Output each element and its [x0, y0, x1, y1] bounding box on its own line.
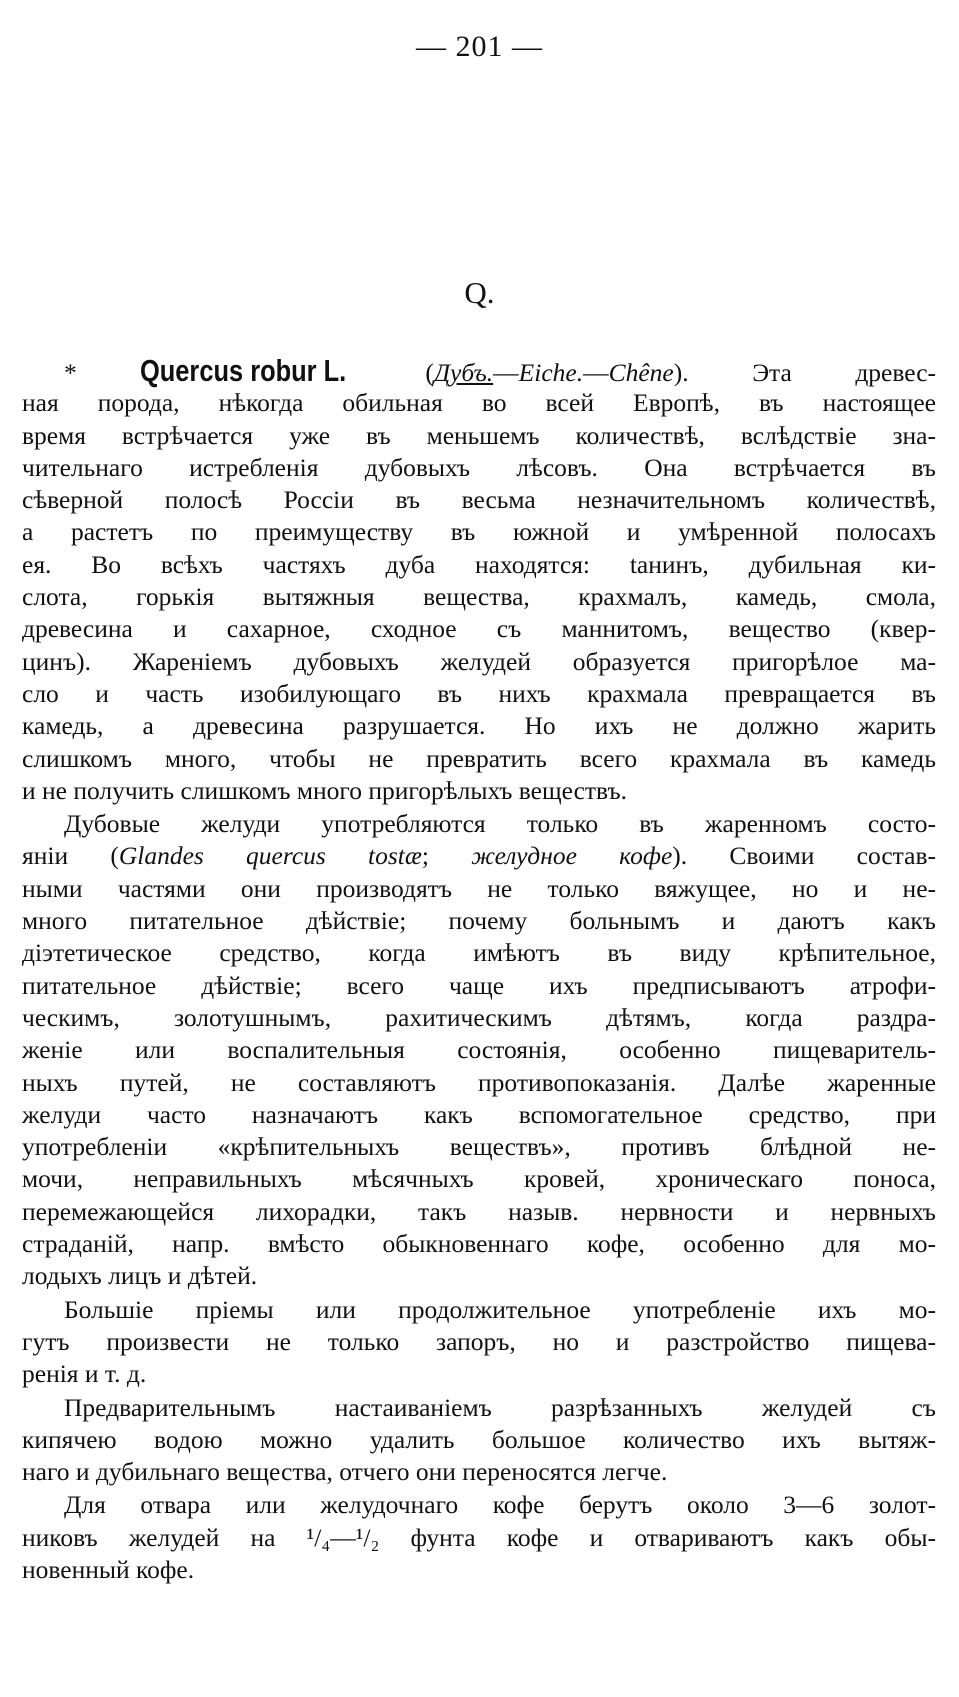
- text-line: женіе или воспалительныя состоянія, особенно пищеваритель-: [22, 1035, 936, 1065]
- heading-star: *: [64, 358, 77, 387]
- paragraph-1: [22, 355, 936, 807]
- paragraph-3: [22, 1294, 936, 1391]
- heading-line: [22, 355, 936, 387]
- heading-close-paren: ).: [673, 358, 689, 387]
- text-fragment: яніи (: [22, 841, 119, 871]
- paragraph-4: [22, 1392, 936, 1489]
- text-line: ными частями они производятъ не только вяжущее, но и не-: [22, 873, 936, 903]
- text-fragment: ;: [421, 841, 472, 871]
- text-line: слота, горькія вытяжныя вещества, крахмалъ, камедь, смола,: [22, 582, 936, 612]
- fraction: ¹/₄—¹/₂: [306, 1522, 380, 1552]
- text-line: чительнаго истребленія дубовыхъ лѣсовъ. Она встрѣчается въ: [22, 452, 936, 482]
- section-letter: Q.: [464, 275, 495, 310]
- latin-term: Glandes quercus tostæ: [118, 841, 422, 871]
- text-line: новенный кофе.: [22, 1554, 195, 1584]
- heading-french-name: Chêne: [608, 358, 674, 387]
- text-line: цинъ). Жареніемъ дубовыхъ желудей образуется пригорѣлое ма-: [22, 646, 936, 676]
- text-line: діэтетическое средство, когда имѣютъ въ виду крѣпительное,: [22, 938, 936, 968]
- text-line: перемежающейся лихорадки, такъ назыв. нервности и нервныхъ: [22, 1196, 936, 1226]
- article-body: [22, 355, 936, 1587]
- text-line: [22, 1522, 936, 1554]
- text-line: ческимъ, золотушнымъ, рахитическимъ дѣтямъ, когда раздра-: [22, 1002, 936, 1032]
- text-line: ренія и т. д.: [22, 1359, 147, 1389]
- text-line: Дубовые желуди употребляются только въ жаренномъ состо-: [64, 809, 936, 839]
- page-number: — 201 —: [416, 30, 543, 63]
- text-line: сло и часть изобилующаго въ нихъ крахмала превращается въ: [22, 678, 936, 708]
- text-line: слишкомъ много, чтобы не превратить всего крахмала въ камедь: [22, 743, 936, 773]
- heading-russian-name: Дубъ.: [433, 358, 494, 387]
- text-line: гутъ произвести не только запоръ, но и разстройство пищева-: [22, 1326, 936, 1356]
- text-line: Для отвара или желудочнаго кофе берутъ около 3—6 золот-: [64, 1490, 936, 1520]
- text-line: ныхъ путей, не составляютъ противопоказанія. Далѣе жаренные: [22, 1067, 936, 1097]
- heading-dash-1: —: [493, 358, 519, 387]
- text-line: сѣверной полосѣ Россіи въ весьма незначительномъ количествѣ,: [22, 485, 936, 515]
- text-line: лодыхъ лицъ и дѣтей.: [22, 1261, 258, 1291]
- text-line: камедь, а древесина разрушается. Но ихъ не должно жарить: [22, 711, 936, 741]
- heading-open-paren: (: [425, 358, 434, 387]
- text-line: Большіе пріемы или продолжительное употребленіе ихъ мо-: [64, 1294, 936, 1324]
- heading-german-name: Eiche.: [518, 358, 584, 387]
- text-line: много питательное дѣйствіе; почему больнымъ и даютъ какъ: [22, 906, 936, 936]
- paragraph-2: [22, 808, 936, 1292]
- text-line: ея. Во всѣхъ частяхъ дуба находятся: taнинъ, дубильная ки-: [22, 549, 936, 579]
- text-line: питательное дѣйствіе; всего чаще ихъ предписываютъ атрофи-: [22, 970, 936, 1000]
- text-line: наго и дубильнаго вещества, отчего они переносятся легче.: [22, 1457, 668, 1487]
- text-line: страданій, напр. вмѣсто обыкновеннаго кофе, особенно для мо-: [22, 1229, 936, 1259]
- heading-dash-2: —: [583, 358, 609, 387]
- text-line: ная порода, нѣкогда обильная во всей Европѣ, въ настоящее: [22, 388, 936, 418]
- text-line: [22, 840, 936, 872]
- text-fragment: Эта древес-: [752, 358, 937, 387]
- text-fragment: фунта кофе и отвариваютъ какъ обы-: [379, 1522, 936, 1552]
- text-line: древесина и сахарное, сходное съ маннитомъ, вещество (квер-: [22, 614, 936, 644]
- text-line: Предварительнымъ настаиваніемъ разрѣзанныхъ желудей съ: [64, 1392, 936, 1422]
- text-line: мочи, неправильныхъ мѣсячныхъ кровей, хроническаго поноса,: [22, 1164, 936, 1194]
- heading-latin-name: Quercus robur L.: [140, 353, 347, 388]
- text-line: кипячею водою можно удалить большое количество ихъ вытяж-: [22, 1424, 936, 1454]
- text-fragment: никовъ желудей на: [22, 1522, 307, 1552]
- text-line: а растетъ по преимуществу въ южной и умѣренной полосахъ: [22, 517, 936, 547]
- text-line: и не получить слишкомъ много пригорѣлыхъ веществъ.: [22, 775, 628, 805]
- text-line: желуди часто назначаютъ какъ вспомогательное средство, при: [22, 1099, 936, 1129]
- text-line: время встрѣчается уже въ меньшемъ количествѣ, вслѣдствіе зна-: [22, 420, 936, 450]
- text-fragment: ). Своими состав-: [672, 841, 936, 871]
- paragraph-5: [22, 1489, 936, 1586]
- text-line: употребленіи «крѣпительныхъ веществъ», противъ блѣдной не-: [22, 1132, 936, 1162]
- russian-term: желудное кофе: [471, 841, 673, 871]
